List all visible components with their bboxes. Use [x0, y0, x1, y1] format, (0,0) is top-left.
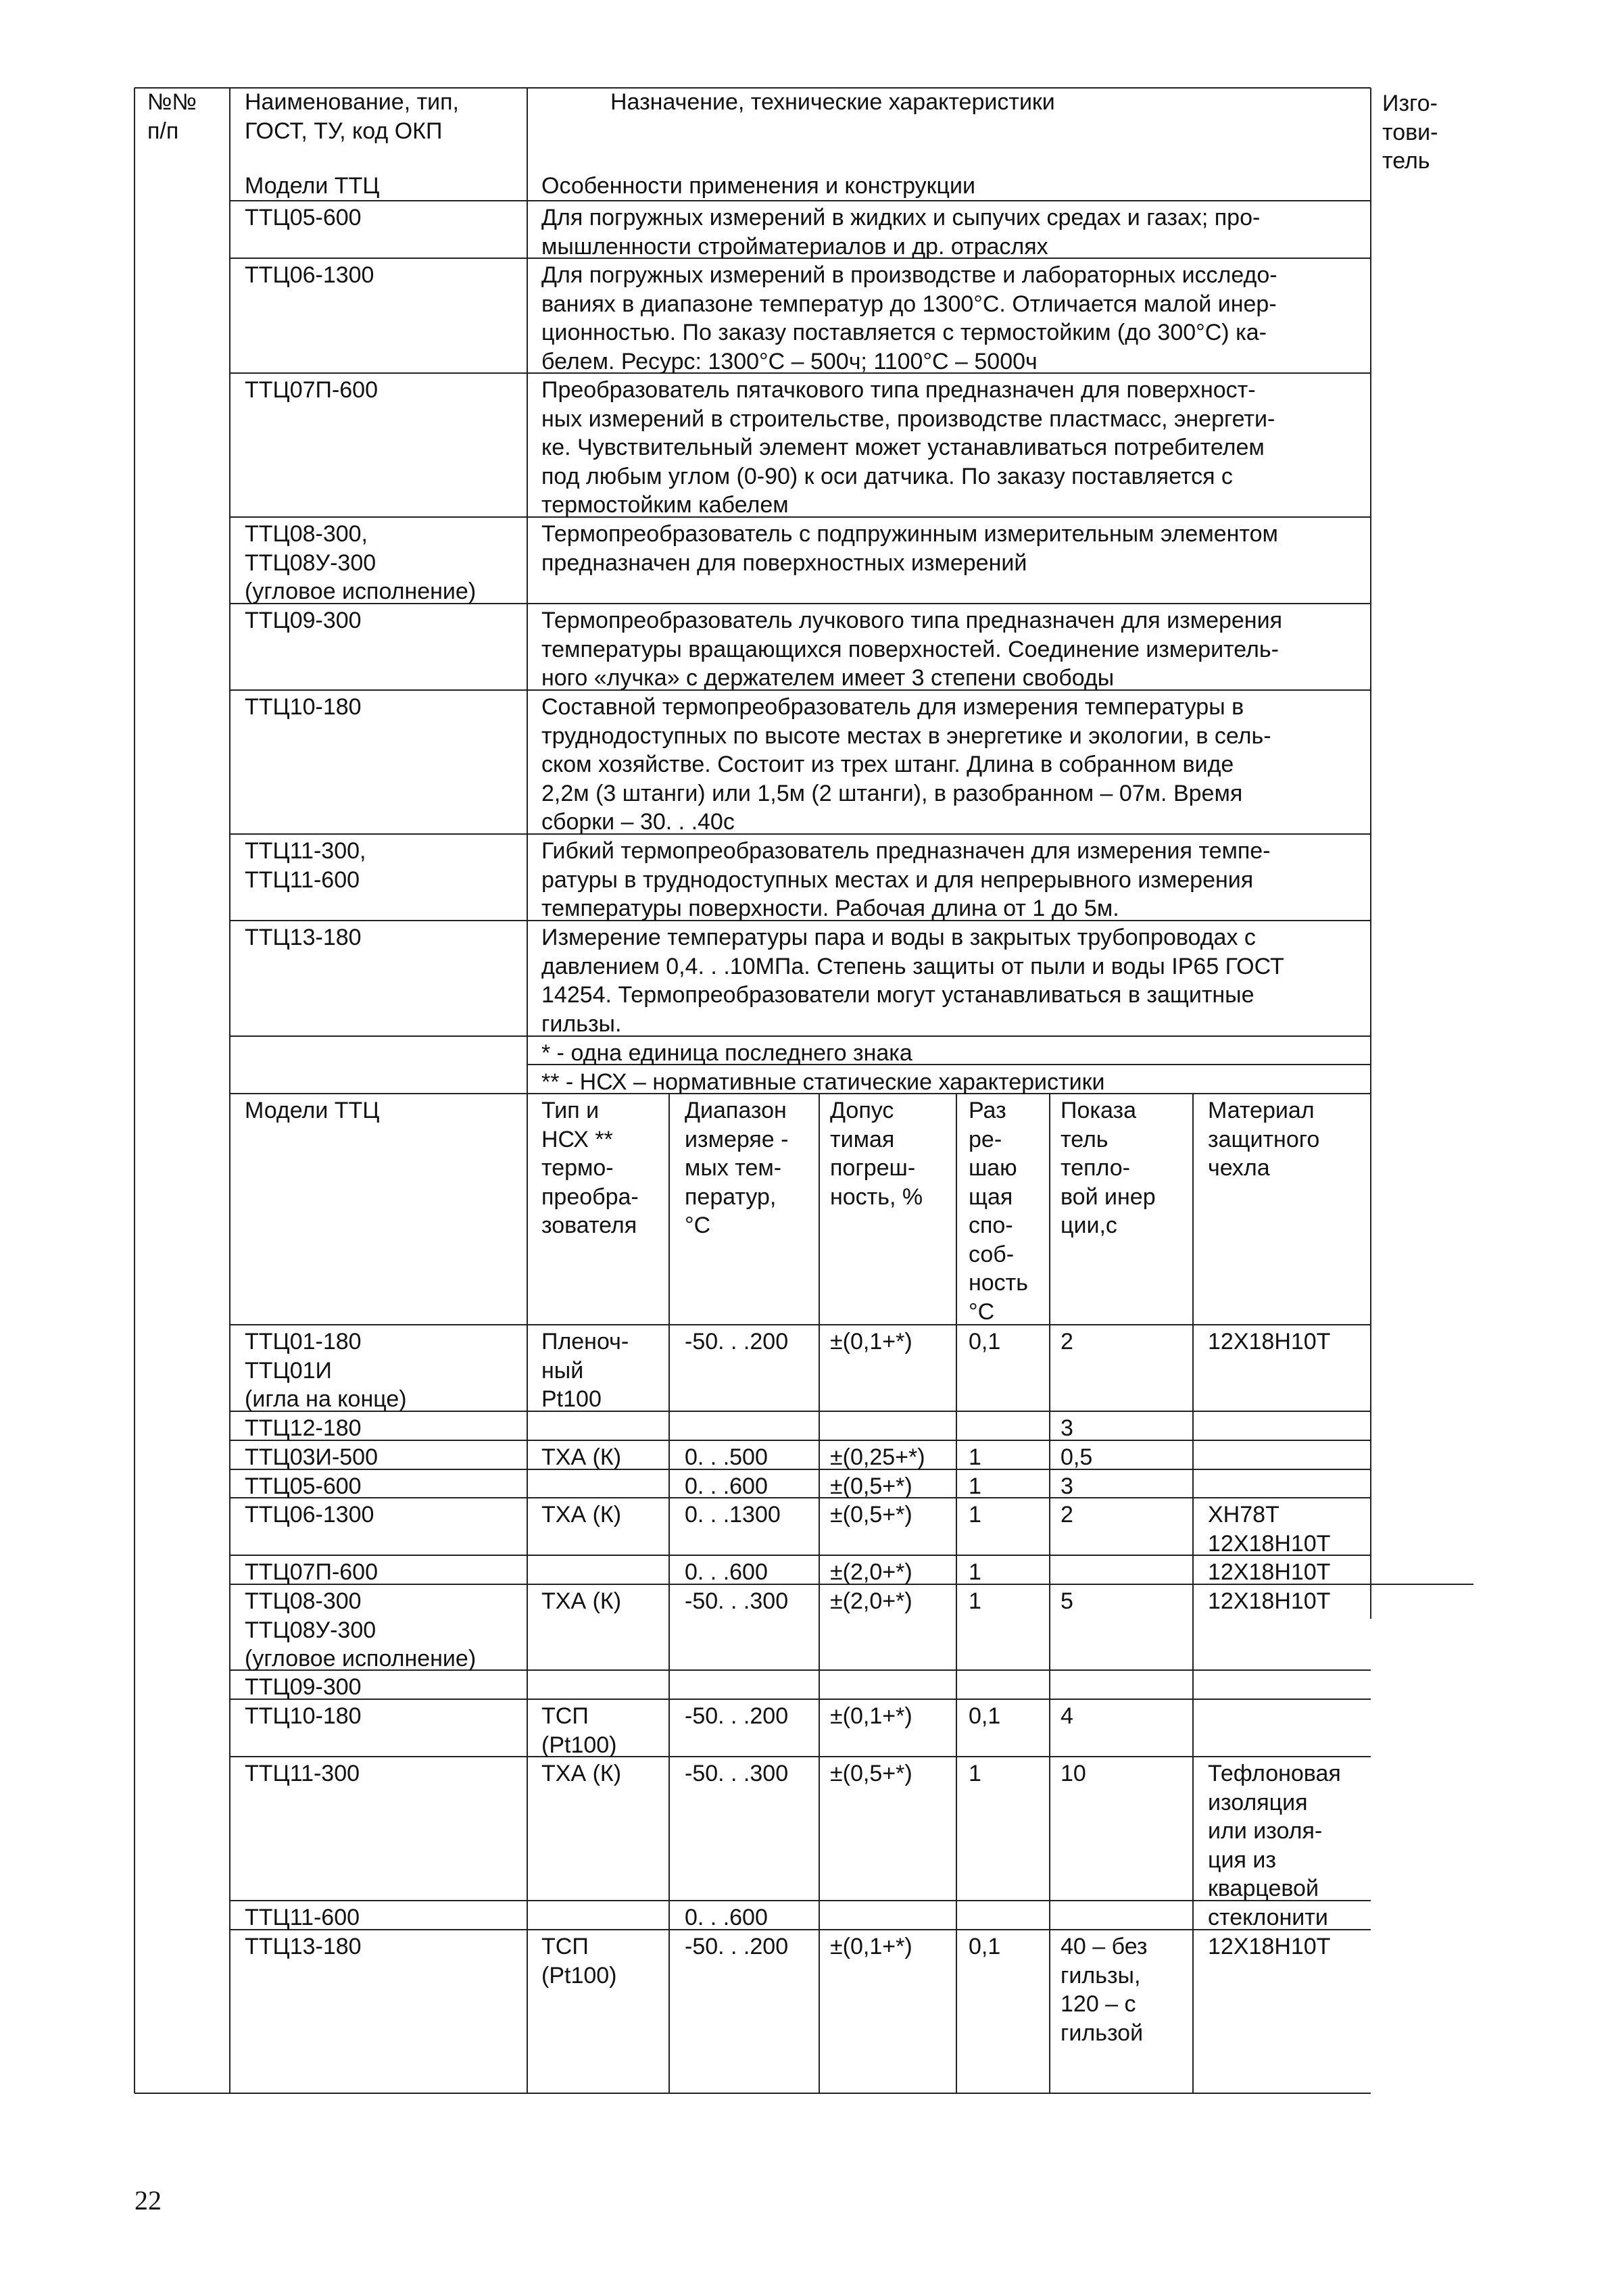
col-header-resolution: ность [969, 1270, 1028, 1296]
row-material: ХН78Т [1208, 1502, 1280, 1528]
row-range: 0. . .500 [685, 1444, 768, 1470]
row-model: ТТЦ13-180 [245, 1934, 362, 1959]
footnote: * - одна единица последнего знака [541, 1040, 912, 1066]
col-header-range: °С [685, 1213, 711, 1238]
row-material: 12Х18Н10Т [1208, 1329, 1331, 1354]
row-inertia: 2 [1061, 1502, 1073, 1528]
row-material: или изоля- [1208, 1818, 1323, 1844]
row-inertia: 120 – с [1061, 1991, 1136, 2017]
row-material: 12Х18Н10Т [1208, 1934, 1331, 1959]
row-inertia: 4 [1061, 1703, 1073, 1729]
model-description: под любым углом (0-90) к оси датчика. По заказу поставляется с [541, 463, 1233, 489]
col-header-resolution: щая [969, 1183, 1013, 1210]
model-name: ТТЦ11-300, [245, 838, 366, 864]
row-material: 12Х18Н10Т [1208, 1530, 1331, 1557]
table-rule [956, 1094, 957, 2093]
model-description: Термопреобразователь с подпружинным измерительным элементом [541, 521, 1278, 547]
row-resolution: 1 [969, 1473, 981, 1499]
row-material: 12Х18Н10Т [1208, 1559, 1331, 1585]
table-rule [230, 1584, 1371, 1585]
col-header-type: зователя [541, 1213, 637, 1238]
row-error: ±(0,5+*) [830, 1473, 912, 1499]
col-header-error: тимая [830, 1126, 895, 1152]
col-header-inertia: вой инер [1061, 1183, 1156, 1210]
row-type: ный [541, 1357, 584, 1384]
row-type: ТСП [541, 1703, 589, 1729]
col-header-error: Допус [830, 1098, 894, 1123]
model-description: ском хозяйстве. Состоит из трех штанг. Длина в собранном виде [541, 752, 1234, 777]
row-type: (Pt100) [541, 1962, 617, 1988]
row-model: ТТЦ03И-500 [245, 1444, 378, 1470]
row-error: ±(2,0+*) [830, 1559, 912, 1585]
table-rule [1192, 1094, 1194, 2093]
header-manufacturer: Изго- [1382, 91, 1438, 116]
model-description: 2,2м (3 штанги) или 1,5м (2 штанги), в разобранном – 07м. Время [541, 780, 1243, 806]
model-description: Для погружных измерений в производстве и лабораторных исследо- [541, 262, 1277, 288]
table-rule [230, 1324, 1371, 1325]
row-inertia: 5 [1061, 1588, 1073, 1614]
model-name: ТТЦ07П-600 [245, 377, 378, 403]
header-manufacturer: тель [1382, 148, 1430, 174]
row-range: -50. . .300 [685, 1588, 789, 1614]
row-resolution: 1 [969, 1444, 981, 1470]
col-header-resolution: соб- [969, 1241, 1015, 1267]
row-resolution: 1 [969, 1588, 981, 1614]
table-rule [1370, 88, 1371, 1619]
col-header-resolution: Раз [969, 1098, 1006, 1123]
row-model: ТТЦ01И [245, 1357, 332, 1384]
row-range: -50. . .300 [685, 1761, 789, 1786]
table-rule [230, 1497, 1371, 1498]
row-type: ТХА (К) [541, 1761, 622, 1786]
col-header-model: Модели ТТЦ [245, 1098, 380, 1123]
row-inertia: 3 [1061, 1415, 1073, 1441]
row-type: ТСП [541, 1934, 589, 1959]
row-inertia: 10 [1061, 1761, 1086, 1786]
row-resolution: 0,1 [969, 1703, 1001, 1729]
table-rule [668, 1094, 670, 2093]
model-description: температуры вращающихся поверхностей. Соединение измеритель- [541, 636, 1279, 662]
row-type: Пленоч- [541, 1329, 629, 1354]
col-header-type: термо- [541, 1155, 614, 1181]
row-material: Тефлоновая [1208, 1761, 1341, 1786]
table-rule [230, 833, 1371, 835]
row-model: ТТЦ12-180 [245, 1415, 362, 1441]
row-type: Pt100 [541, 1386, 602, 1412]
row-inertia: 3 [1061, 1473, 1073, 1499]
table-rule [230, 1929, 1371, 1930]
model-description: Измерение температуры пара и воды в закрытых трубопроводах с [541, 925, 1256, 950]
col-header-range: измеряе - [685, 1126, 789, 1152]
col-header-material: Материал [1208, 1098, 1315, 1123]
col-header-resolution: шаю [969, 1155, 1017, 1181]
col-header-inertia: Показа [1061, 1098, 1136, 1123]
model-description: белем. Ресурс: 1300°С – 500ч; 1100°С – 5000ч [541, 348, 1038, 374]
row-inertia: 40 – без [1061, 1934, 1148, 1959]
model-description: гильзы. [541, 1010, 622, 1037]
model-description: Термопреобразователь лучкового типа предназначен для измерения [541, 608, 1282, 633]
model-description: ного «лучка» с держателем имеет 3 степени свободы [541, 665, 1115, 691]
row-range: 0. . .600 [685, 1473, 768, 1499]
row-model: ТТЦ07П-600 [245, 1559, 378, 1585]
model-description: Гибкий термопреобразователь предназначен для измерения темпе- [541, 838, 1271, 864]
row-material: стеклонити [1208, 1904, 1328, 1930]
col-header-type: Тип и [541, 1098, 600, 1123]
row-error: ±(0,1+*) [830, 1329, 912, 1354]
header-name: ГОСТ, ТУ, код ОКП [245, 118, 443, 144]
row-inertia: гильзой [1061, 2020, 1144, 2046]
row-resolution: 1 [969, 1761, 981, 1786]
model-description: термостойким кабелем [541, 492, 789, 518]
table-rule [230, 1469, 1371, 1470]
col-header-resolution: ре- [969, 1126, 1002, 1152]
row-resolution: 1 [969, 1502, 981, 1528]
model-name: ТТЦ05-600 [245, 205, 362, 230]
model-description: труднодоступных по высоте местах в энергетике и экологии, в сель- [541, 723, 1271, 749]
row-error: ±(0,1+*) [830, 1934, 912, 1959]
models-label: Модели ТТЦ [245, 173, 380, 199]
row-resolution: 0,1 [969, 1329, 1001, 1354]
model-description: ных измерений в строительстве, производстве пластмасс, энергети- [541, 406, 1275, 432]
model-description: давлением 0,4. . .10МПа. Степень защиты от пыли и воды IP65 ГОСТ [541, 953, 1284, 979]
col-header-error: ность, % [830, 1183, 923, 1210]
col-header-inertia: тель [1061, 1126, 1108, 1152]
col-header-material: защитного [1208, 1126, 1320, 1152]
model-name: ТТЦ06-1300 [245, 262, 374, 288]
model-description: Преобразователь пятачкового типа предназначен для поверхност- [541, 377, 1256, 403]
model-name: ТТЦ08-300, [245, 521, 368, 547]
row-model: ТТЦ10-180 [245, 1703, 362, 1729]
model-description: ваниях в диапазоне температур до 1300°С. Отличается малой инер- [541, 291, 1277, 317]
row-model: ТТЦ06-1300 [245, 1502, 374, 1528]
row-error: ±(0,5+*) [830, 1502, 912, 1528]
row-model: ТТЦ08У-300 [245, 1617, 376, 1643]
model-name: ТТЦ10-180 [245, 694, 362, 720]
col-header-range: ператур, [685, 1183, 777, 1210]
col-header-type: НСХ ** [541, 1126, 613, 1152]
row-model: ТТЦ01-180 [245, 1329, 362, 1354]
row-type: (Pt100) [541, 1732, 617, 1758]
row-error: ±(2,0+*) [830, 1588, 912, 1614]
table-rule [230, 1440, 1371, 1441]
model-description: температуры поверхности. Рабочая длина от 1 до 5м. [541, 896, 1119, 921]
header-manufacturer: тови- [1382, 119, 1438, 145]
row-inertia: 0,5 [1061, 1444, 1093, 1470]
row-inertia: гильзы, [1061, 1962, 1141, 1988]
row-model: ТТЦ05-600 [245, 1473, 362, 1499]
table-rule [229, 88, 230, 2093]
model-name: ТТЦ11-600 [245, 866, 360, 893]
model-name: ТТЦ08У-300 [245, 549, 376, 576]
row-material: 12Х18Н10Т [1208, 1588, 1331, 1614]
model-description: ционностью. По заказу поставляется с термостойким (до 300°С) ка- [541, 320, 1267, 345]
footnote: ** - НСХ – нормативные статические характеристики [541, 1069, 1105, 1095]
row-resolution: 0,1 [969, 1934, 1001, 1959]
model-description: 14254. Термопреобразователи могут устанавливаться в защитные [541, 982, 1254, 1008]
header-number: п/п [147, 118, 179, 144]
row-type: ТХА (К) [541, 1444, 622, 1470]
row-range: 0. . .600 [685, 1559, 768, 1585]
header-number: №№ [147, 89, 197, 115]
row-range: -50. . .200 [685, 1329, 789, 1354]
table-rule [230, 1756, 1371, 1757]
row-model: ТТЦ11-600 [245, 1905, 360, 1930]
table-rule [230, 1900, 1371, 1901]
row-range: -50. . .200 [685, 1934, 789, 1959]
table-rule [1371, 1584, 1473, 1585]
row-material: кварцевой [1208, 1876, 1319, 1901]
model-description: Для погружных измерений в жидких и сыпучих средах и газах; про- [541, 205, 1261, 230]
model-name: ТТЦ13-180 [245, 925, 362, 950]
row-range: 0. . .600 [685, 1905, 768, 1930]
table-rule [230, 1555, 1371, 1556]
row-material: изоляция [1208, 1789, 1308, 1815]
row-type: ТХА (К) [541, 1588, 622, 1614]
col-header-inertia: ции,с [1061, 1213, 1117, 1238]
model-description: мышленности стройматериалов и др. отраслях [541, 233, 1048, 260]
row-model: ТТЦ08-300 [245, 1588, 362, 1614]
model-name: ТТЦ09-300 [245, 608, 362, 633]
row-material: ция из [1208, 1847, 1276, 1873]
table-rule [230, 2093, 1371, 2094]
col-header-error: погреш- [830, 1155, 916, 1181]
col-header-resolution: °С [969, 1298, 995, 1325]
row-model: ТТЦ11-300 [245, 1761, 360, 1786]
col-header-resolution: спо- [969, 1213, 1013, 1238]
table-rule [527, 88, 528, 2093]
model-description: Составной термопреобразователь для измерения температуры в [541, 694, 1244, 720]
row-type: ТХА (К) [541, 1502, 622, 1528]
row-model: (угловое исполнение) [245, 1646, 477, 1671]
row-range: -50. . .200 [685, 1703, 789, 1729]
model-description: сборки – 30. . .40с [541, 809, 735, 835]
header-purpose: Назначение, технические характеристики [610, 89, 1055, 115]
row-error: ±(0,5+*) [830, 1761, 912, 1786]
row-resolution: 1 [969, 1559, 981, 1585]
table-rule [230, 516, 1371, 518]
col-header-range: Диапазон [685, 1098, 787, 1123]
model-description: ратуры в труднодоступных местах и для непрерывного измерения [541, 866, 1254, 893]
table-rule [230, 1699, 1371, 1700]
row-model: ТТЦ09-300 [245, 1674, 362, 1700]
page-number: 22 [135, 2185, 162, 2216]
table-rule [819, 1094, 820, 2093]
row-model: (игла на конце) [245, 1386, 407, 1412]
row-range: 0. . .1300 [685, 1502, 781, 1528]
row-inertia: 2 [1061, 1329, 1073, 1354]
table-rule [134, 88, 135, 2093]
model-description: предназначен для поверхностных измерений [541, 549, 1027, 576]
col-header-type: преобра- [541, 1183, 639, 1210]
table-rule [1049, 1094, 1050, 2093]
model-name: (угловое исполнение) [245, 579, 477, 604]
col-header-inertia: тепло- [1061, 1155, 1130, 1181]
row-error: ±(0,25+*) [830, 1444, 925, 1470]
header-name: Наименование, тип, [245, 89, 460, 115]
table-rule [230, 1035, 1371, 1037]
row-error: ±(0,1+*) [830, 1703, 912, 1729]
model-description: ке. Чувствительный элемент может устанавливаться потребителем [541, 435, 1265, 460]
col-header-material: чехла [1208, 1155, 1270, 1181]
col-header-range: мых тем- [685, 1155, 782, 1181]
features-label: Особенности применения и конструкции [541, 173, 975, 199]
